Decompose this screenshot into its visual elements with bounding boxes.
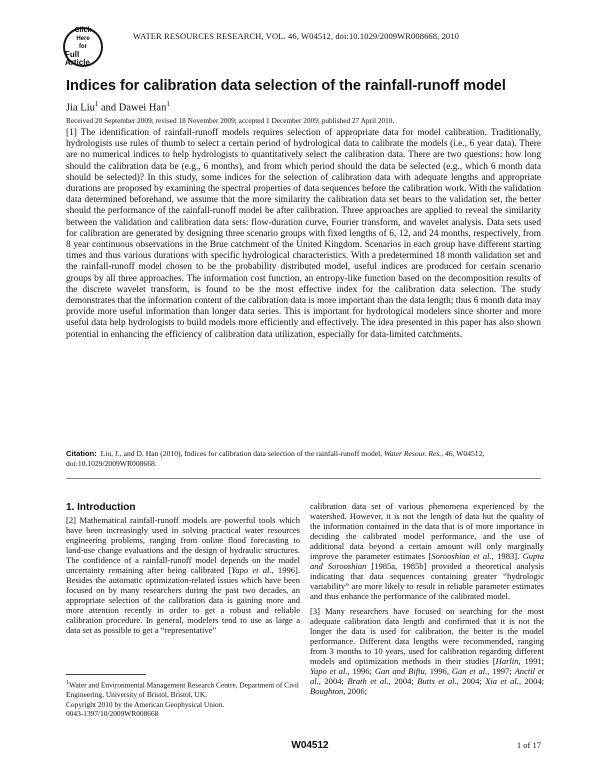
citation-year: , 2004;: [388, 676, 418, 686]
citation-year: , 2004;: [518, 676, 545, 686]
left-column-text: [66, 515, 300, 635]
affiliation-footnote: [66, 679, 300, 699]
citation-year: , 1996,: [424, 666, 452, 676]
citation-ref: Boughton: [310, 686, 344, 696]
footnote-sup: 1: [66, 680, 70, 686]
para-2-marker: [2]: [66, 515, 76, 525]
copyright-block: [66, 700, 300, 718]
author-1-affil: 1: [94, 100, 99, 108]
section-heading: 1. Introduction: [66, 502, 136, 513]
para-2-cont-b: [1985a, 1985b] provided a theoretical analysis indicating that data sequences containing greater “hydrologic variability” are more likely to result in reliable parameter estimates and thus enhance the performance of the calibrated model.: [310, 561, 544, 601]
citation-ref: Brath et al.: [347, 676, 389, 686]
abstract: [66, 128, 541, 341]
article-id: W04512: [291, 740, 329, 751]
citation-ref: Gupta and Sorooshian: [310, 551, 544, 571]
para-2-cont-a: calibration data set of various phenomena experienced by the watershed. However, it is not the length of data but the quality of the information contained in the data that is of more importance in deciding the calibrated model performance, and the use of additional data beyond a certain amount will only marginally improve the parameter estimates [: [310, 501, 544, 561]
badge-line-3: for: [79, 44, 87, 50]
para-2-text: Mathematical rainfall-runoff models are powerful tools which have been increasingly used in solving practical water resources engineering problems, ranging from online flood forecasting to land-use change evaluations and the design of hydraulic structures. The confidence of a rainfall-runoff model depends on the model uncertainty remaining after being calibrated [: [66, 515, 300, 575]
citation-ref: Harlin: [495, 656, 519, 666]
author-2-affil: 1: [166, 100, 170, 108]
right-column-text: [310, 501, 544, 696]
citation-label: Citation:: [66, 449, 97, 458]
divider: [66, 478, 541, 479]
para-3: [310, 606, 544, 696]
para-2-continued: [310, 501, 544, 601]
citation-text: Liu, J., and D. Han (2010), Indices for calibration data selection of the rainfall-runoff model,: [100, 449, 383, 458]
citation-year: , 1991;: [518, 656, 544, 666]
publication-dates: Received 20 September 2009; revised 18 November 2009; accepted 1 December 2009; published 27 April 2010.: [66, 116, 395, 125]
issn-line: 0043-1397/10/2009WR008668: [66, 709, 159, 719]
citation-year: , 1997;: [487, 666, 515, 676]
citation-year: , 2004;: [456, 676, 486, 686]
citation: [66, 449, 541, 469]
paper-title: Indices for calibration data selection of the rainfall-runoff model: [66, 78, 506, 94]
full-article-badge[interactable]: [63, 27, 103, 67]
author-1: Jia Liu: [66, 102, 95, 114]
abstract-marker: [1]: [66, 128, 77, 138]
citation-ref: Yapo et al.: [231, 565, 272, 575]
citation-year: , 1996;: [347, 666, 375, 676]
badge-line-2: Here: [76, 36, 90, 42]
citation-ref: Xia et al.: [485, 676, 519, 686]
para-2-text-cont: , 1996]. Besides the automatic optimization-related issues which have been focused on by many researchers during the past two decades, an appropriate selection of the calibration data is gaining more and more attention recently in order to get a robust and reliable calibration procedure. In general, modelers tend to use as large a data set as possible to get a “representative”: [66, 565, 300, 635]
citation-ref: Yapo et al.: [310, 666, 348, 676]
abstract-text: The identification of rainfall-runoff models requires selection of appropriate data for model calibration. Traditionally, hydrologists use rules of thumb to select a certain period of hydrological data to calibrate the models (i.e., 6 year data). There are no numerical indices to help hydrologists to quantitatively select the calibration data. There are two questions: how long should the calibration data be (e.g., 6 months), and from which period should the data be selected (e.g., which 6 month data should be selected)? In this study, some indices for the selection of calibration data with adequate lengths and appropriate durations are proposed by examining the spectral properties of data sequences before the calibration work. With the validation data determined beforehand, we assume that the more similarity the calibration data set bears to the validation set, the better should the performance of the rainfall-runoff model be after calibration. Three approaches are applied to reveal the similarity between the validation and calibration data sets: flow-duration curve, Fourier transform, and wavelet analysis. Data sets used for calibration are generated by designing three scenario groups with fixed lengths of 6, 12, and 24 months, respectively, from 8 year continuous observations in the Brue catchment of the United Kingdom. Scenarios in each group have different starting times and thus various durations with specific hydrological characteristics. With a predetermined 18 month validation set and the rainfall-runoff model chosen to be the probability distributed model, useful indices are produced for certain scenario groups by all three approaches. The information cost function, an entropy-like function based on the decomposition results of the discrete wavelet transform, is found to be the most effective index for the calibration data selection. The study demonstrates that the information content of the calibration data is more important than the data length; thus 6 month data may provide more useful information than longer data series. This is important for hydrological modelers since shorter and more useful data help hydrologists to build models more efficiently and effectively. The idea presented in this paper has also shown potential in enhancing the efficiency of calibration data utilization, especially for data-limited catchments.: [66, 128, 541, 340]
citation-ref: Sorooshian et al.: [431, 551, 492, 561]
footnote-rule: [66, 674, 146, 675]
citation-ref: Gan et al.: [451, 666, 488, 676]
author-conjunction: and: [98, 102, 119, 114]
citation-year: , 2006;: [343, 686, 367, 696]
citation-doi: W04512, doi:10.1029/2009WR008668.: [66, 449, 485, 468]
citation-ref: Butts et al.: [417, 676, 457, 686]
badge-line-4: Full Article: [65, 50, 90, 67]
running-head: WATER RESOURCES RESEARCH, VOL. 46, W04512, doi:10.1029/2009WR008668, 2010: [133, 31, 459, 41]
para-2-cont-mid: , 1983].: [491, 551, 523, 561]
footnote-affiliation: Water and Environmental Management Research Centre, Department of Civil Engineering, University of Bristol, Bristol, UK.: [66, 680, 299, 699]
badge-line-1: Click: [74, 27, 92, 34]
full-article-badge-inner: [65, 29, 101, 65]
citation-ref: Gan and Biftu: [374, 666, 425, 676]
author-2: Dawei Han: [118, 102, 167, 114]
author-list: [66, 100, 466, 114]
para-3-marker: [3]: [310, 606, 320, 616]
citation-journal: Water Resour. Res., 46,: [384, 449, 455, 458]
citation-year: , 2004;: [318, 676, 348, 686]
page-number: 1 of 17: [516, 740, 541, 750]
copyright-line: Copyright 2010 by the American Geophysical Union.: [66, 700, 225, 709]
para-3-text: Many researchers have focused on searching for the most adequate calibration data length and confirmed that it is not the longer the data is used for calibration, the better is the model performance. Different data lengths were recommended, ranging from 3 months to 10 years, used for calibration regarding different models and optimization methods in their studies [: [310, 606, 544, 666]
citation-ref: Anctil et al.: [310, 666, 545, 686]
